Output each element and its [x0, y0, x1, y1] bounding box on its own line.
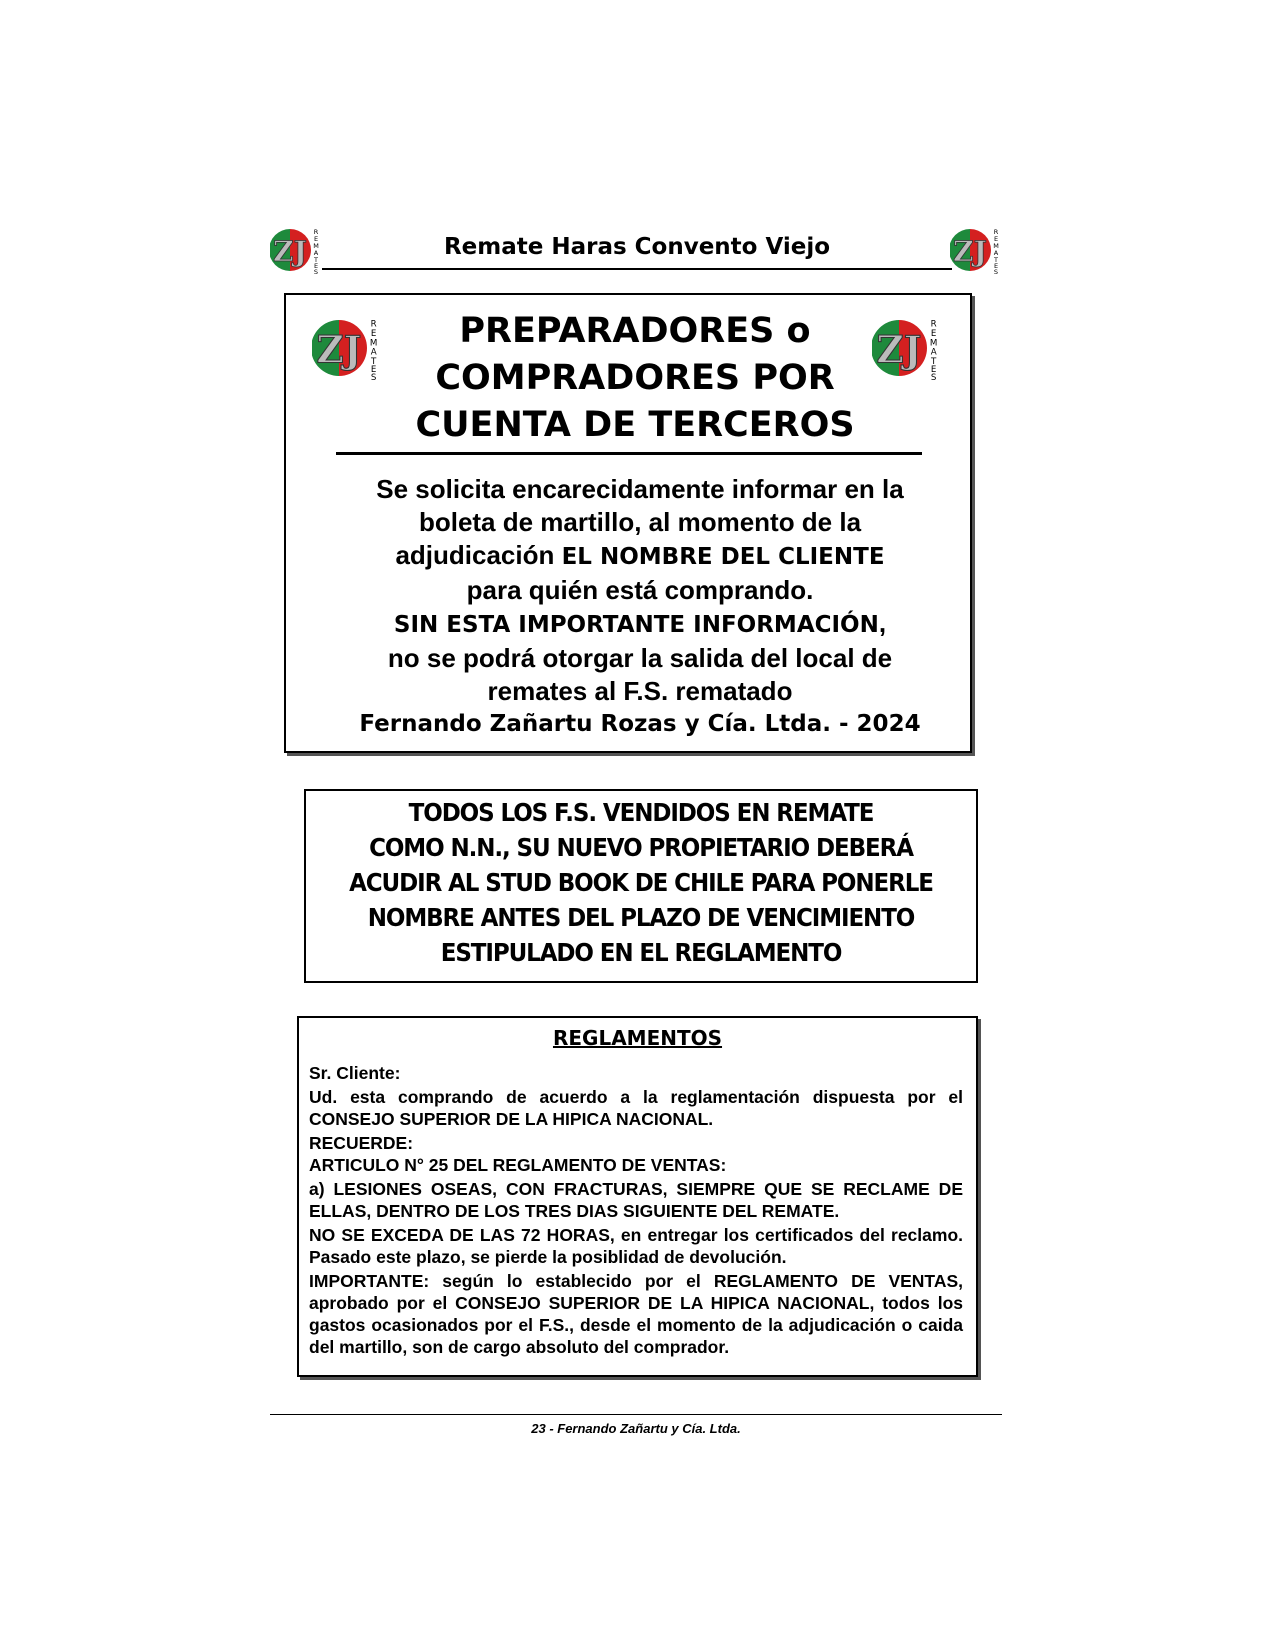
reglamentos-greeting: Sr. Cliente:: [309, 1063, 401, 1083]
reglamentos-recuerde: RECUERDE:: [309, 1133, 414, 1153]
nn-notice-line: COMO N.N., SU NUEVO PROPIETARIO DEBERÁ: [369, 833, 913, 862]
svg-text:ZJ: ZJ: [953, 235, 987, 268]
svg-text:E: E: [993, 235, 999, 243]
nn-notice-line: ACUDIR AL STUD BOOK DE CHILE PARA PONERLE: [349, 868, 933, 897]
svg-text:ZJ: ZJ: [273, 235, 307, 268]
notice-title-line: CUENTA DE TERCEROS: [415, 405, 855, 445]
nn-notice-line: TODOS LOS F.S. VENDIDOS EN REMATE: [408, 798, 874, 827]
svg-text:E: E: [313, 262, 319, 270]
reglamentos-body: [309, 1062, 963, 1360]
reglamentos-importante: IMPORTANTE: según lo establecido por el REGLAMENTO DE VENTAS, aprobado por el CONSEJO SUPERIOR DE LA HIPICA NACIONAL, todos los gastos ocasionados por el F.S., desde el momento de la adjudicación o caida del martillo, son de cargo absoluto del comprador.: [309, 1271, 963, 1357]
notice-line: [300, 607, 980, 642]
svg-text:R: R: [313, 228, 319, 236]
nn-notice-line: NOMBRE ANTES DEL PLAZO DE VENCIMIENTO: [367, 903, 915, 932]
svg-text:T: T: [931, 357, 937, 367]
client-name-emphasis: EL NOMBRE DEL CLIENTE: [561, 544, 885, 570]
important-info-emphasis: SIN ESTA IMPORTANTE INFORMACIÓN: [393, 612, 879, 638]
svg-text:A: A: [993, 249, 999, 257]
header-rule: [322, 268, 952, 270]
notice-line: Se solicita encarecidamente informar en la: [376, 474, 904, 504]
logo-left: [270, 226, 322, 274]
footer-text: 23 - Fernando Zañartu y Cía. Ltda.: [531, 1421, 741, 1436]
svg-text:S: S: [313, 268, 319, 274]
notice-title: [360, 308, 910, 449]
nn-notice-text: [333, 795, 949, 970]
svg-text:T: T: [314, 256, 318, 264]
svg-text:E: E: [993, 262, 999, 270]
svg-text:ZJ: ZJ: [876, 327, 922, 372]
notice-signature: Fernando Zañartu Rozas y Cía. Ltda. - 2024: [359, 711, 921, 737]
svg-text:T: T: [371, 357, 377, 367]
svg-text:M: M: [313, 242, 319, 250]
header-title: Remate Haras Convento Viejo: [443, 234, 831, 260]
svg-text:E: E: [930, 329, 937, 339]
svg-text:E: E: [370, 365, 377, 375]
notice-line: [300, 539, 980, 574]
notice-line: no se podrá otorgar la salida del local de: [387, 643, 893, 673]
svg-text:R: R: [930, 319, 937, 330]
reglamentos-intro: Ud. esta comprando de acuerdo a la reglamentación dispuesta por el CONSEJO SUPERIOR DE LA HIPICA NACIONAL.: [309, 1087, 963, 1129]
svg-text:A: A: [313, 249, 319, 257]
svg-text:S: S: [930, 373, 937, 380]
reglamentos-articulo: ARTICULO N° 25 DEL REGLAMENTO DE VENTAS:: [309, 1155, 727, 1175]
notice-text: adjudicación: [395, 540, 562, 570]
notice-divider: [336, 452, 922, 455]
svg-text:M: M: [993, 242, 999, 250]
logo-right: [950, 226, 1002, 274]
svg-text:R: R: [993, 228, 999, 236]
nn-notice-line: ESTIPULADO EN EL REGLAMENTO: [440, 938, 842, 967]
svg-text:ZJ: ZJ: [316, 327, 362, 372]
svg-text:E: E: [370, 329, 377, 339]
svg-text:R: R: [370, 319, 377, 330]
svg-text:S: S: [370, 373, 377, 380]
reglamentos-plazo: NO SE EXCEDA DE LAS 72 HORAS, en entregar los certificados del reclamo. Pasado este plazo, se pierde la posiblidad de devolución.: [309, 1225, 963, 1267]
svg-text:M: M: [929, 338, 938, 349]
svg-text:M: M: [369, 338, 378, 349]
svg-text:E: E: [313, 235, 319, 243]
svg-text:S: S: [993, 268, 999, 274]
notice-line: boleta de martillo, al momento de la: [418, 507, 862, 537]
notice-title-line: COMPRADORES POR: [435, 358, 835, 398]
svg-text:E: E: [930, 365, 937, 375]
svg-text:A: A: [930, 347, 937, 358]
notice-body: [300, 473, 980, 741]
reglamentos-item-a: a) LESIONES OSEAS, CON FRACTURAS, SIEMPRE QUE SE RECLAME DE ELLAS, DENTRO DE LOS TRES DIAS SIGUIENTE DEL REMATE.: [309, 1179, 963, 1221]
notice-line: para quién está comprando.: [466, 575, 814, 605]
notice-text: ,: [878, 608, 887, 638]
reglamentos-title: REGLAMENTOS: [552, 1026, 723, 1050]
svg-text:T: T: [994, 256, 998, 264]
svg-text:A: A: [370, 347, 377, 358]
footer-rule: [270, 1414, 1002, 1415]
notice-title-line: PREPARADORES o: [459, 311, 811, 351]
notice-line: remates al F.S. rematado: [487, 676, 793, 706]
